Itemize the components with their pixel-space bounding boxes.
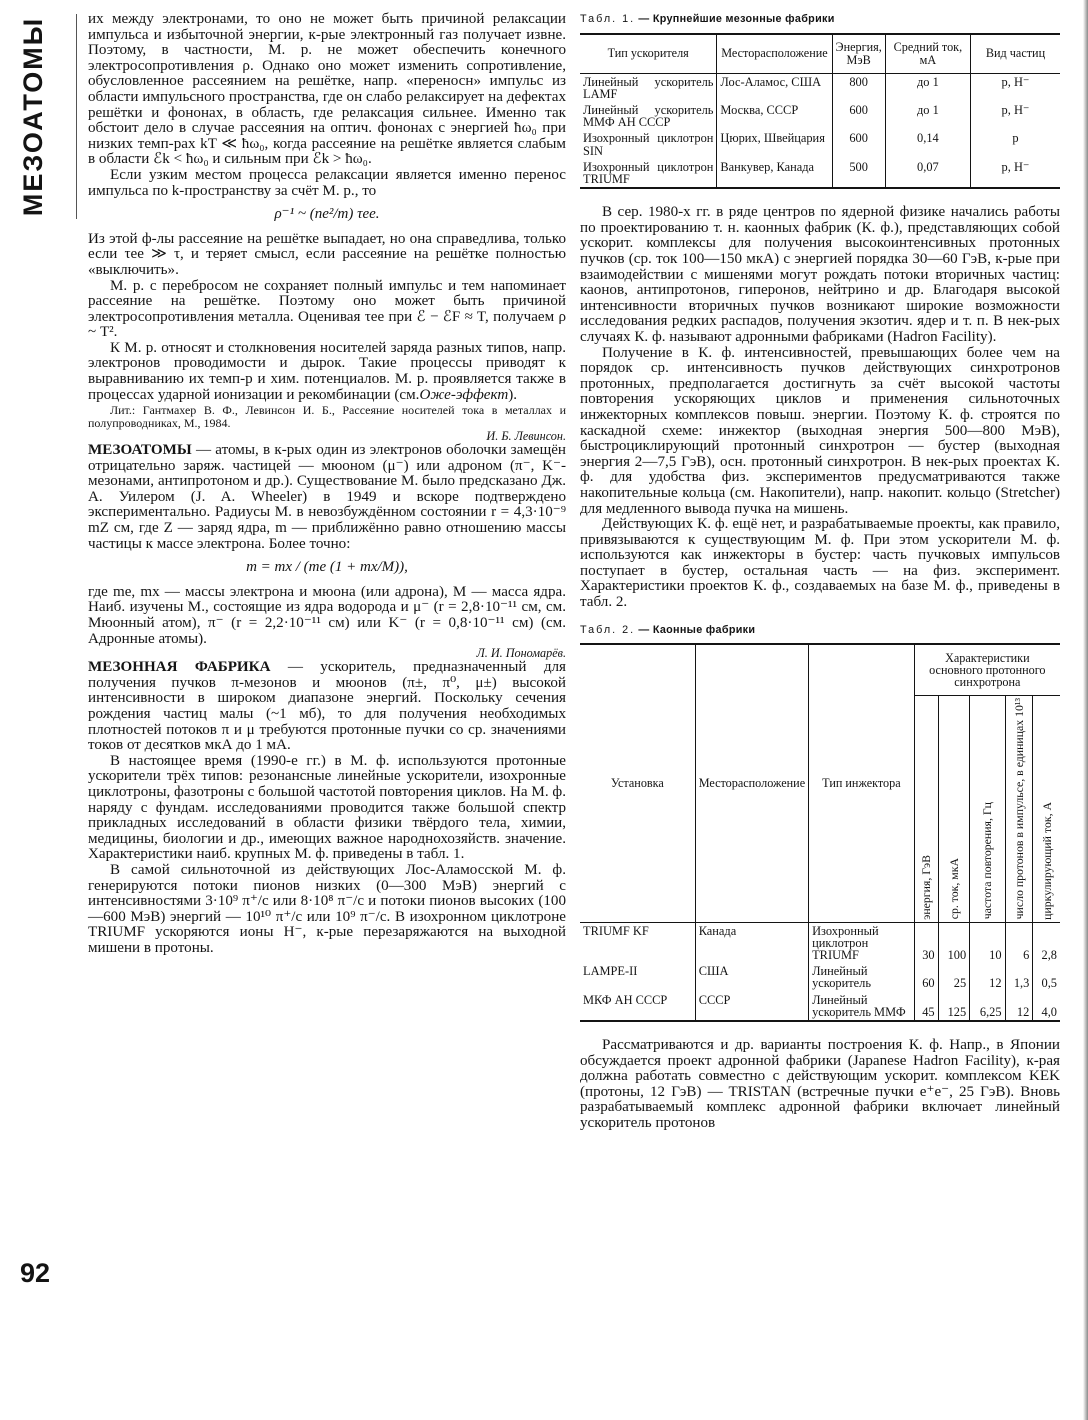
table2-group-header: Характеристики основного протонного синхротрона — [914, 644, 1060, 696]
table1-caption — [580, 12, 1060, 28]
paragraph — [88, 341, 566, 403]
table-row — [580, 102, 1060, 130]
page-number: 92 — [20, 1258, 51, 1288]
table2-vertical-header-text: энергия, ГэВ — [919, 854, 934, 920]
table2-cell: 12 — [1005, 992, 1033, 1021]
table2-cell: TRIUMF KF — [583, 923, 649, 938]
table1-cell: 0,07 — [885, 159, 970, 188]
table1-cell: Лос-Аламос, США — [717, 73, 832, 102]
table-row — [580, 73, 1060, 102]
table-row — [580, 963, 1060, 991]
table2-header: Тип инжектора — [809, 644, 915, 922]
table1-cell: Изохронный циклотрон SIN — [583, 131, 714, 158]
table-row — [580, 992, 1060, 1021]
paragraph: Из этой ф-лы рассеяние на решётке выпадает, но она справедлива, только если τee ≫ τ, и теряет смысл, если рассеяние на решётке полностью «выключить». — [88, 230, 566, 278]
paragraph: где me, mx — массы электрона и мюона (или адрона), M — масса ядра. Наиб. изучены М., состоящие из ядра водорода и μ⁻ (r = 2,8·10⁻¹¹ см, см. Мюонный атом), π⁻ (r = 2,2·10⁻¹¹ см) или K⁻ (r = 0,8·10⁻¹¹ см) (см. Адронные атомы). — [88, 583, 566, 647]
table-row — [580, 130, 1060, 158]
table1 — [580, 33, 1060, 190]
table-row — [580, 922, 1060, 963]
table2-cell: 125 — [938, 992, 970, 1021]
table2-vertical-header — [970, 696, 1005, 922]
table1-cell: p, H⁻ — [970, 159, 1060, 188]
paragraph: В самой сильноточной из действующих Лос-Аламосской М. ф. генерируются потоки пионов низких (0—300 МэВ) энергий с интенсивностями 3·10⁹ π⁺/с или 8·10⁸ π⁻/с и потоки пионов высоких (100—600 МэВ) энергий — 10¹⁰ π⁺/с или 10⁹ π⁻/с. В изохронном циклотроне TRIUMF ускоряются ионы H⁻, к-рые перезаряжаются на выходной мишени в протоны. — [88, 861, 566, 956]
table1-header: Средний ток, мА — [885, 34, 970, 74]
table1-header: Месторасположение — [717, 34, 832, 74]
paragraph: В настоящее время (1990-е гг.) в М. ф. используются протонные ускорители трёх типов: резонансные линейные ускорители, изохронные циклотроны, фазотроны с большой частотой повторения циклов. На М. ф. наряду с фундам. исследованиями проводится также большой спектр прикладных исследований в области физики твёрдого тела, химии, медицины, биологии и др., имеющих важное народнохозяйств. значение. Характеристики наиб. крупных М. ф. приведены в табл. 1. — [88, 752, 566, 863]
table2-cell: 30 — [914, 922, 938, 963]
table1-title: — Крупнейшие мезонные фабрики — [635, 13, 835, 25]
table2-vertical-header-text: число протонов в импульсе, в единицах 10¹³ — [1011, 698, 1026, 920]
table-row — [580, 159, 1060, 188]
table2-label: Табл. 2. — [580, 623, 636, 636]
table1-label: Табл. 1. — [580, 13, 636, 25]
table2-cell: 4,0 — [1033, 992, 1060, 1021]
paragraph: В сер. 1980-х гг. в ряде центров по ядерной физике начались работы по проектированию т. н. каонных фабрик (К. ф.), представляющих собой ускорит. комплексы для получения высокоинтенсивных протонных пучков (ср. ток 100—150 мкА) с энергией порядка 30—60 ГэВ, к-рые при взаимодействии с мишенями могут рождать потоки вторичных частиц: каонов, антипротонов, гиперонов, нейтрино и др. Благодаря высокой интенсивности вторичных пучков возникают широкие возможности исследования редких распадов, получения экзотич. ядер и т. п. В нек-рых случаях К. ф. называют адронными фабриками (Hadron Facility). — [580, 204, 1060, 345]
table1-header: Вид частиц — [970, 34, 1060, 74]
paragraph: Действующих К. ф. ещё нет, и разрабатываемые проекты, как правило, привязываются к существующим М. ф. При этом ускорители М. ф. используются как инжекторы в бустер: часть пучковых импульсов поступает в бустер, остальная часть — на физ. эксперимент. Характеристики проектов К. ф., создаваемых на базе М. ф., приведены в табл. 2. — [580, 516, 1060, 611]
table2-cell: 60 — [914, 963, 938, 991]
table2-vertical-header-text: циркулирующий ток, А — [1039, 801, 1054, 920]
table2-vertical-header-text: частота повторения, Гц — [980, 802, 995, 920]
paragraph: Если узким местом процесса релаксации является именно перенос импульса по k-пространству за счёт М. р., то — [88, 166, 566, 199]
table2-title: — Каонные фабрики — [635, 623, 756, 636]
table2-header-row — [580, 644, 1060, 696]
table2-cell: 2,8 — [1033, 922, 1060, 963]
table2-cell: 100 — [938, 922, 970, 963]
article-headword: МЕЗОАТОМЫ — [88, 442, 192, 459]
table2-cell: 6 — [1005, 922, 1033, 963]
table2-vertical-header — [938, 696, 970, 922]
table1-cell: Ванкувер, Канада — [717, 159, 832, 188]
paragraph-text: К М. р. относят и столкновения носителей заряда разных типов, напр. электронов проводимости и дырок. Такие процессы приводят к выравниванию их темп-р и хим. потенциалов. М. р. проявляется также в процессах ударной ионизации и рекомбинации (см. — [88, 339, 566, 403]
table2-cell: США — [695, 963, 808, 991]
table2-vertical-header-text: ср. ток, мкА — [946, 858, 961, 920]
article-mezonnaya-fabrika — [88, 660, 566, 754]
table2-header: Установка — [580, 644, 695, 922]
table2-cell: LAMPE-II — [583, 964, 638, 979]
table2-vertical-header — [1033, 696, 1060, 922]
table1-cell: Линейный ускоритель LAMF — [583, 74, 714, 101]
paragraph: Получение в К. ф. интенсивностей, превышающих более чем на порядок ср. интенсивность пучков действующих синхротронов протонных, предполагается достигнуть за счёт высокой частоты повторения ускоряющих циклов и применения сильноточных инжекторных комплексов повыш. энергии. Поэтому К. ф. строятся по каскадной схеме: инжектор (выходная энергия 500—800 МэВ), быстроциклирующий протонный синхротрон — бустер (выходная энергия 2—7,5 ГэВ), осн. протонный синхротрон. В нек-рых проектах К. ф. для удобства физ. экспериментов предусматриваются также накопительные кольца (см. Накопители), напр. накопит. кольцо (Stretcher) для медленного вывода пучка на мишень. — [580, 344, 1060, 517]
paragraph: их между электронами, то оно не может быть причиной релаксации импульса и избыточной энергии, к-рые электронный газ получает извне. Поэтому, в частности, М. р. не может обеспечить конечного электросопротивления ρ. Однако оно может изменить сопротивление, обусловленное рассеянием на решётке, напр. «переносн» импульс из области импульсного пространства, где он слабо релаксирует на дефектах решётки и фононах, в область, где релаксация сильнее. Именно так обстоит дело в случае рассеяния на оптич. фононах с энергией ħω₀ при низких темп-рах kT ≪ ħω₀, когда рассеяние на решётке является слабым в области ℰk < ħω₀ и сильным при ℰk > ħω₀. — [88, 11, 566, 168]
right-column — [580, 12, 1060, 1132]
cross-reference: Оже-эффект — [419, 386, 509, 403]
left-column — [88, 12, 566, 956]
article-headword: МЕЗОННАЯ ФАБРИКА — [88, 659, 271, 676]
table1-cell: 500 — [832, 159, 885, 188]
article-mezoatomy — [88, 443, 566, 552]
running-head-text: МЕЗОАТОМЫ — [18, 16, 49, 216]
article-text: — атомы, в к-рых один из электронов оболочки замещён отрицательно заряж. частицей — мюоном (μ⁻) или адроном (π⁻, K⁻-мезонами, антипротоном и др.). Существование М. было предсказано Дж. А. Уилером (J. A. Wheeler) в 1949 и вскоре подтверждено экспериментально. Радиусы М. в невозбуждённом состоянии r = 4,3·10⁻⁹ mZ см, где Z — заряд ядра, m — приближённо равно отношению массы частицы к массе электрона. Более точно: — [88, 442, 566, 552]
table1-cell: p, H⁻ — [970, 73, 1060, 102]
paragraph: Рассматриваются и др. варианты построения К. ф. Напр., в Японии обсуждается проект адронной фабрики (Japanese Hadron Facility), к-рая должна работать совместно с действующим ускорит. комплексом KEK (протоны, 12 ГэВ) — TRISTAN (встречные пучки e⁺e⁻, 25 ГэВ). Вновь разрабатываемый комплекс адронной фабрики включает линейный ускоритель протонов — [580, 1037, 1060, 1132]
table1-cell: 0,14 — [885, 130, 970, 158]
table2-cell: 6,25 — [970, 992, 1005, 1021]
table2-cell: 45 — [914, 992, 938, 1021]
table1-cell: Изохронный циклотрон TRIUMF — [583, 159, 714, 187]
table2-vertical-header — [914, 696, 938, 922]
table2 — [580, 643, 1060, 1022]
table2-cell: 25 — [938, 963, 970, 991]
table1-cell: до 1 — [885, 73, 970, 102]
table2-header: Месторасположение — [695, 644, 808, 922]
table1-cell: 600 — [832, 130, 885, 158]
table1-header: Тип ускорителя — [580, 34, 717, 74]
table2-cell: 12 — [970, 963, 1005, 991]
table2-vertical-header — [1005, 696, 1033, 922]
table1-cell: Москва, СССР — [717, 102, 832, 130]
table2-cell: МКФ АН СССР — [583, 992, 668, 1007]
formula: ρ⁻¹ ~ (ne²/m) τee. — [274, 206, 380, 223]
paragraph-text: ). — [508, 386, 518, 403]
table1-cell: до 1 — [885, 102, 970, 130]
author-signature: И. Б. Левинсон. — [486, 429, 566, 444]
paragraph: М. р. с перебросом не сохраняет полный импульс и тем напоминает рассеяние на решётке. Поэтому оно может быть причиной электросопротивления металла. Оценивая τee при ℰ − ℰF ≈ T, получаем ρ ~ T². — [88, 277, 566, 341]
scan-edge-shadow — [1083, 0, 1088, 1420]
table1-cell: 600 — [832, 102, 885, 130]
table2-cell: 0,5 — [1033, 963, 1060, 991]
article-text: — ускоритель, предназначенный для получения пучков π-мезонов и мюонов (π±, π⁰, μ±) высокой интенсивности в широком диапазоне энергий. Поскольку сечения рождения частиц малы (~1 мб), то для получения необходимых плотностей потоков π и μ требуются протонные пучки со ср. значениями токов от десятков мкА до 1 мА. — [88, 659, 566, 754]
table2-cell: Линейный ускоритель — [809, 963, 915, 991]
running-head-rule — [76, 14, 77, 219]
table1-cell: p, H⁻ — [970, 102, 1060, 130]
formula: m = mx / (me (1 + mx/M)), — [246, 559, 408, 576]
table2-cell: Изохронный циклотрон TRIUMF — [809, 922, 915, 963]
author-signature: Л. И. Пономарёв. — [476, 646, 566, 661]
table1-cell: p — [970, 130, 1060, 158]
table1-header: Энергия, МэВ — [832, 34, 885, 74]
running-head — [14, 16, 54, 216]
literature-reference: Лит.: Гантмахер В. Ф., Левинсон И. Б., Рассеяние носителей тока в металлах и полупроводниках, М., 1984. — [88, 403, 566, 430]
table2-cell: 1,3 — [1005, 963, 1033, 991]
table1-cell: Линейный ускоритель ММФ АН СССР — [583, 103, 714, 130]
table2-cell: Канада — [695, 922, 808, 963]
table2-cell: Линейный ускоритель ММФ — [809, 992, 915, 1021]
table2-cell: 10 — [970, 922, 1005, 963]
table1-header-row — [580, 34, 1060, 74]
table1-cell: 800 — [832, 73, 885, 102]
table1-cell: Цюрих, Швейцария — [717, 130, 832, 158]
table2-caption — [580, 623, 1060, 639]
table2-cell: СССР — [695, 992, 808, 1021]
